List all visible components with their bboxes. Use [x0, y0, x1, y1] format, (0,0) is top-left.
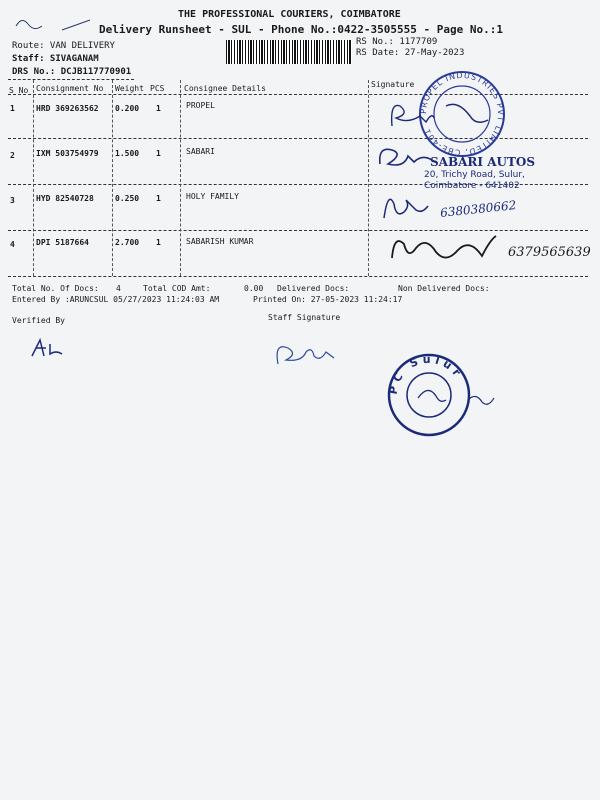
table-cell-pcs: 1 — [156, 238, 161, 247]
pc-round-stamp — [386, 352, 472, 438]
staff-signature-label: Staff Signature — [268, 313, 341, 322]
total-docs-value: 4 — [116, 284, 121, 293]
stamp-company-name: SABARI AUTOS — [430, 155, 536, 169]
table-cell-consignment: HYD 82540728 — [36, 194, 94, 203]
non-delivered-docs-label: Non Delivered Docs: — [398, 284, 490, 293]
staff-signature-scribble — [268, 336, 340, 370]
table-cell-pcs: 1 — [156, 194, 161, 203]
signature-row4 — [386, 230, 506, 270]
table-cell-consignee: PROPEL — [186, 101, 215, 110]
entered-by: Entered By :ARUNCSUL 05/27/2023 11:24:03 AM — [12, 295, 220, 304]
table-cell-sno: 3 — [10, 196, 15, 205]
col-header-sno: S No — [9, 86, 29, 95]
col-divider — [368, 80, 369, 276]
total-docs-label: Total No. Of Docs: — [12, 284, 99, 293]
logo-scribble — [12, 14, 92, 34]
stamp-signature-tail — [466, 390, 496, 410]
signature-row1 — [386, 96, 436, 132]
table-bottom-line — [8, 276, 588, 277]
table-cell-sno: 4 — [10, 240, 15, 249]
handwritten-phone-row3: 6380380662 — [439, 198, 517, 220]
table-cell-weight: 0.250 — [115, 194, 140, 203]
route-label: Route: VAN DELIVERY — [12, 41, 115, 51]
staff-label: Staff: SIVAGANAM — [12, 54, 99, 64]
total-cod-label: Total COD Amt: — [143, 284, 211, 293]
table-cell-weight: 2.700 — [115, 238, 140, 247]
table-cell-consignee: SABARI — [186, 147, 215, 156]
col-divider — [112, 80, 113, 276]
col-header-consignee: Consignee Details — [184, 84, 266, 93]
verifier-signature — [28, 336, 68, 360]
runsheet-title: Delivery Runsheet - SUL - Phone No.:0422-3505555 - Page No.:1 — [99, 23, 503, 36]
stamp-ring-text: PROPEL INDUSTRIES PVT LIMITED, CBE-401 — [418, 70, 506, 158]
col-header-weight: Weight — [115, 84, 144, 93]
table-cell-pcs: 1 — [156, 104, 161, 113]
col-divider — [180, 80, 181, 276]
company-title: THE PROFESSIONAL COURIERS, COIMBATORE — [178, 9, 401, 20]
col-header-signature: Signature — [371, 80, 415, 89]
table-cell-sno: 2 — [10, 151, 15, 160]
stamp-address-line1: 20, Trichy Road, Sulur, — [424, 170, 525, 180]
col-divider — [33, 80, 34, 276]
verified-by-label: Verified By — [12, 316, 65, 325]
drs-number: DRS No.: DCJB117770901 — [12, 67, 132, 77]
pc-stamp-ring-text: PC Sulur — [386, 352, 466, 396]
rs-date: RS Date: 27-May-2023 — [356, 48, 465, 58]
signature-row3 — [376, 188, 436, 224]
table-cell-consignee: SABARISH KUMAR — [186, 237, 254, 246]
handwritten-phone-row4: 6379565639 — [508, 245, 591, 260]
table-cell-consignment: HRD 369263562 — [36, 104, 99, 113]
rs-number: RS No.: 1177709 — [356, 37, 438, 47]
stamp-address-line2: Coimbatore - 641402 — [424, 181, 520, 191]
table-cell-consignment: DPI 5187664 — [36, 238, 89, 247]
total-cod-value: 0.00 — [244, 284, 264, 293]
signature-row2 — [374, 142, 434, 172]
col-header-consignment: Consignment No — [36, 84, 104, 93]
table-cell-weight: 1.500 — [115, 149, 140, 158]
svg-text:PC Sulur — [387, 353, 466, 396]
table-cell-consignee: HOLY FAMILY — [186, 192, 239, 201]
printed-on: Printed On: 27-05-2023 11:24:17 — [253, 295, 403, 304]
table-cell-sno: 1 — [10, 104, 15, 113]
table-top-line — [8, 79, 134, 80]
table-cell-weight: 0.200 — [115, 104, 140, 113]
delivered-docs-label: Delivered Docs: — [277, 284, 350, 293]
barcode — [226, 40, 352, 64]
col-header-pcs: PCS — [150, 84, 165, 93]
table-cell-consignment: IXM 503754979 — [36, 149, 99, 158]
table-cell-pcs: 1 — [156, 149, 161, 158]
